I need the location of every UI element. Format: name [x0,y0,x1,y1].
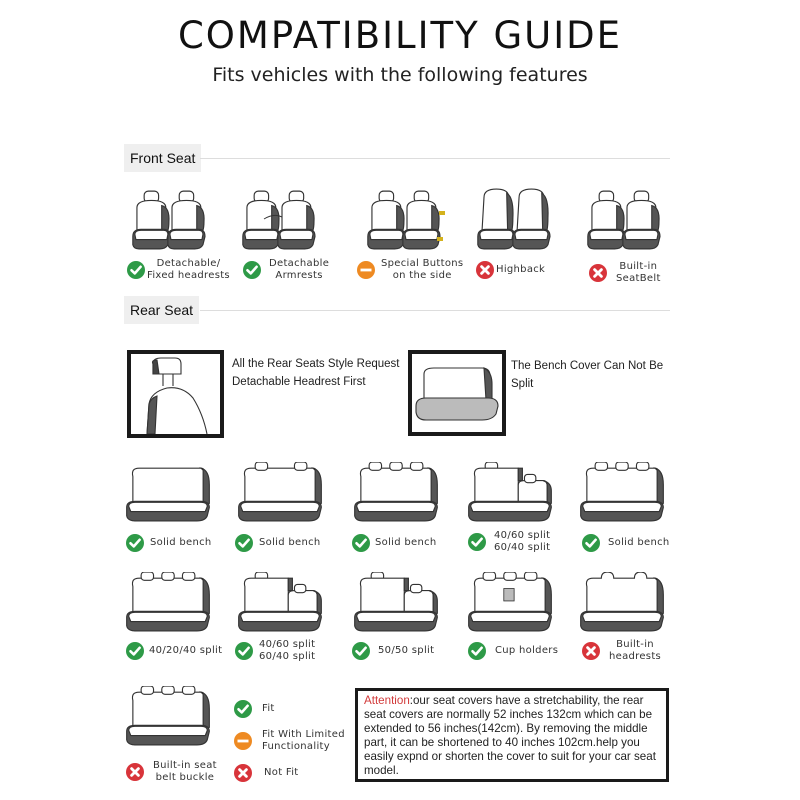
legend-fit: Fit [234,700,275,718]
front-item-highback: Highback [476,261,545,279]
front-item-special-buttons: Special Buttons on the side [357,258,463,282]
seat-illustration-50-50-split [352,572,440,634]
legend-fit-limited: Fit With Limited Functionality [234,729,345,753]
headrest-illustration-box [127,350,224,438]
legend-not-fit: Not Fit [234,764,299,782]
bench-illustration [412,354,502,432]
x-icon [234,764,252,782]
seat-illustration-built-in-headrests [578,572,666,634]
rear-item-50-50-split: 50/50 split [352,642,434,660]
rear-item-built-in-belt-buckle: Built-in seat belt buckle [126,760,217,784]
x-icon [582,642,600,660]
front-seat-section-header [124,144,670,172]
divider [200,158,670,159]
check-icon [352,642,370,660]
seat-illustration-40-20-40-split [124,572,212,634]
rear-item-solid-bench-5: Solid bench [582,534,670,552]
divider [200,310,670,311]
page-title: COMPATIBILITY GUIDE [177,14,623,57]
seat-illustration-built-in-belt-buckle [124,686,212,748]
seat-illustration-40-60-split [466,462,554,524]
x-icon [476,261,494,279]
seat-illustration-built-in-seatbelt [585,187,669,253]
rear-note-bench: The Bench Cover Can Not Be Split [511,360,664,390]
check-icon [127,261,145,279]
seat-illustration-side-buttons [365,187,449,253]
check-icon [126,534,144,552]
rear-item-cup-holders: Cup holders [468,642,558,660]
minus-icon [234,732,252,750]
check-icon [582,534,600,552]
x-icon [589,264,607,282]
check-icon [352,534,370,552]
seat-illustration-detachable-armrests [240,187,324,253]
seat-illustration-solid-bench-3hr [352,462,440,524]
check-icon [235,642,253,660]
rear-item-built-in-headrests: Built-in headrests [582,639,661,663]
minus-icon [357,261,375,279]
check-icon [243,261,261,279]
rear-note-headrest: All the Rear Seats Style Request Detachable Headrest First [232,358,400,388]
rear-item-40-60-split: 40/60 split 60/40 split [468,530,550,554]
rear-item-40-20-40-split: 40/20/40 split [126,642,222,660]
attention-label: Attention [364,694,410,707]
x-icon [126,763,144,781]
rear-item-solid-bench-3: Solid bench [352,534,437,552]
check-icon [468,642,486,660]
front-seat-label: Front Seat [124,144,201,172]
seat-illustration-solid-bench-2hr [236,462,324,524]
rear-item-solid-bench-2: Solid bench [235,534,321,552]
page-subtitle: Fits vehicles with the following features [212,64,588,86]
front-item-detachable-headrests: Detachable/ Fixed headrests [127,258,230,282]
seat-illustration-highback [475,187,559,253]
seat-illustration-detachable-headrests [130,187,214,253]
attention-text: :our seat covers have a stretchability, the rear seat covers are normally 52 inches 132cm which can be extended to 56 inches(142cm). By removing the middle part, it can be shortened to 40 inches 102cm.help you easily expnd or shorten the cover to suit for your car seat model. [364,694,656,777]
attention-note [355,688,669,782]
check-icon [126,642,144,660]
check-icon [234,700,252,718]
front-item-built-in-seatbelt: Built-in SeatBelt [589,261,661,285]
rear-item-solid-bench-1: Solid bench [126,534,212,552]
rear-seat-section-header [124,296,670,324]
headrest-illustration [131,354,220,434]
check-icon [235,534,253,552]
rear-seat-label: Rear Seat [124,296,199,324]
rear-item-40-60-split-2: 40/60 split 60/40 split [235,639,315,663]
bench-illustration-box [408,350,506,436]
seat-illustration-solid-bench-split-back [578,462,666,524]
check-icon [468,533,486,551]
seat-illustration-40-60-split-2 [236,572,324,634]
seat-illustration-solid-bench-plain [124,462,212,524]
front-item-detachable-armrests: Detachable Armrests [243,258,329,282]
seat-illustration-cup-holders [466,572,554,634]
